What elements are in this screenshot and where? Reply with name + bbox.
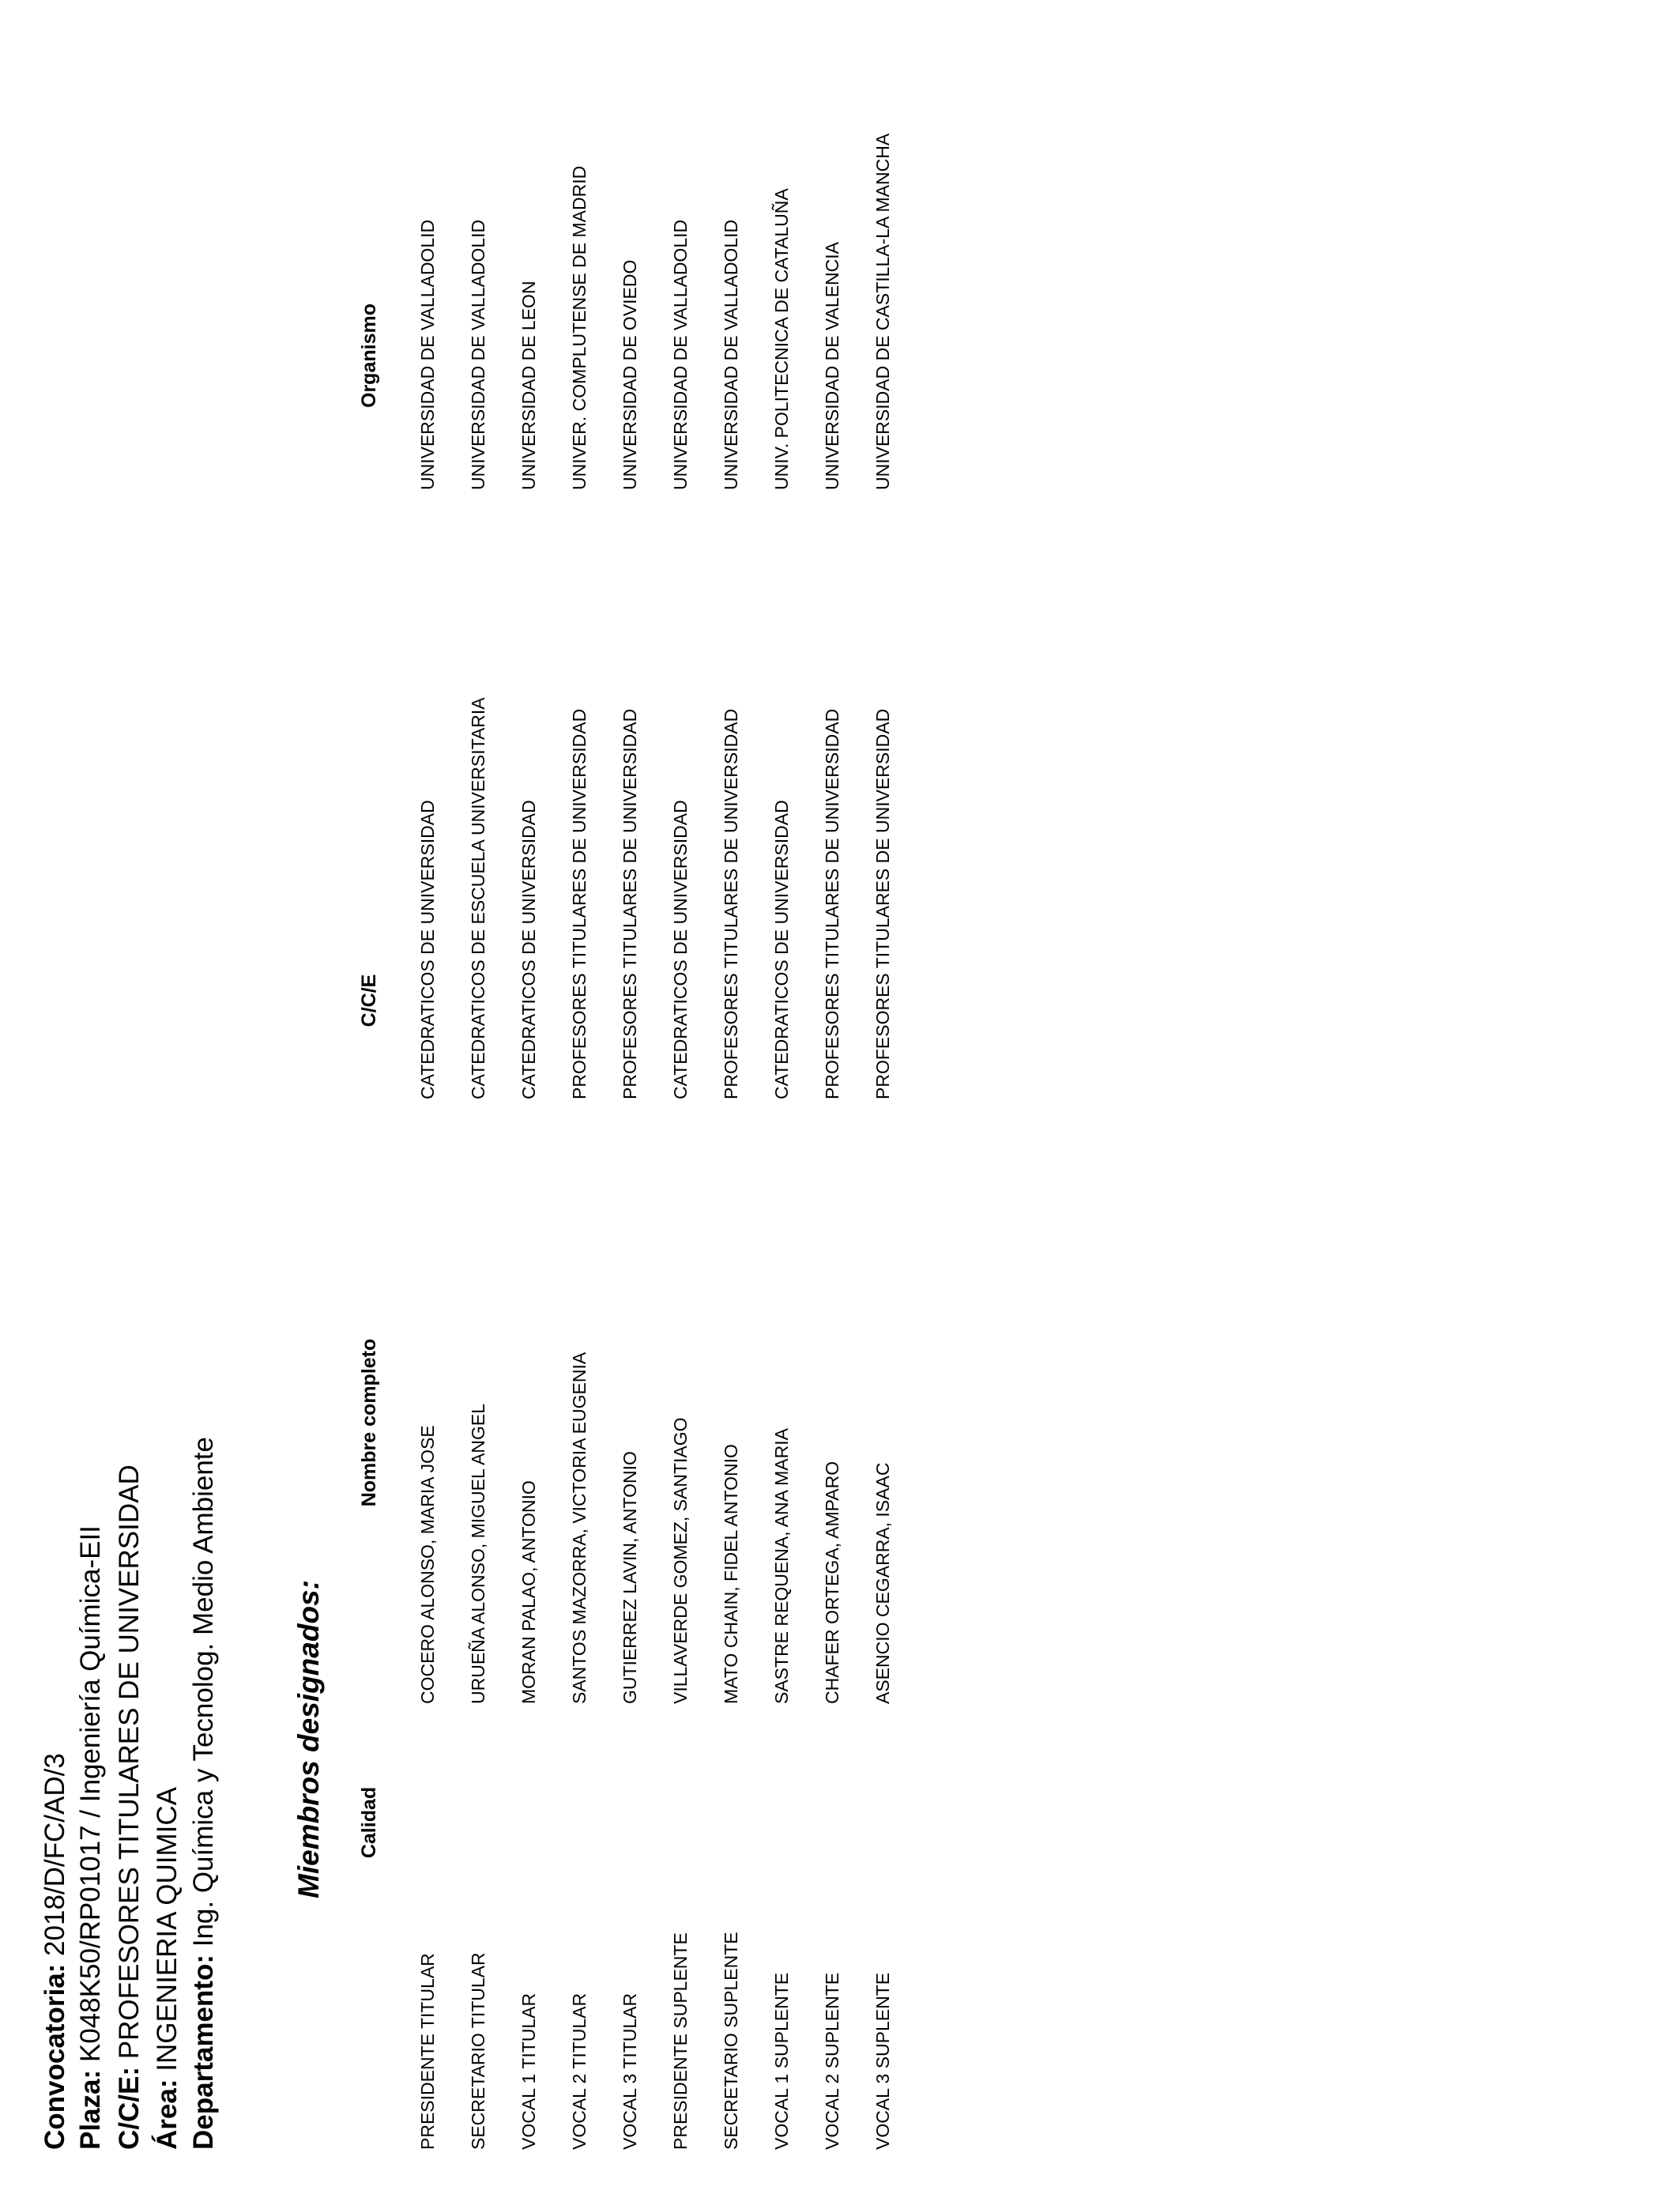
convocatoria-value: 2018/D/FC/AD/3 (40, 1753, 70, 1956)
cell-calidad: PRESIDENTE TITULAR (417, 1953, 438, 2150)
cell-nombre: SASTRE REQUENA, ANA MARIA (771, 1428, 792, 1704)
cell-cce: CATEDRATICOS DE UNIVERSIDAD (417, 800, 438, 1099)
cell-nombre: COCERO ALONSO, MARIA JOSE (417, 1425, 438, 1704)
cell-cce: PROFESORES TITULARES DE UNIVERSIDAD (822, 708, 842, 1099)
cell-calidad: SECRETARIO TITULAR (468, 1952, 488, 2150)
area-value: INGENIERIA QUIMICA (152, 1787, 183, 2071)
cell-organismo: UNIVERSIDAD DE VALLADOLID (721, 219, 741, 490)
cell-nombre: SANTOS MAZORRA, VICTORIA EUGENIA (569, 1351, 590, 1704)
cell-organismo: UNIVERSIDAD DE VALLADOLID (468, 219, 488, 490)
cell-calidad: VOCAL 3 SUPLENTE (872, 1972, 893, 2150)
cell-cce: PROFESORES TITULARES DE UNIVERSIDAD (872, 708, 893, 1099)
plaza-line (73, 1525, 108, 2150)
section-title: Miembros designados: (292, 1580, 325, 1898)
cell-nombre: ASENCIO CEGARRA, ISAAC (872, 1462, 893, 1704)
cell-organismo: UNIVER. COMPLUTENSE DE MADRID (569, 165, 590, 490)
cell-calidad: VOCAL 1 SUPLENTE (771, 1972, 792, 2150)
cell-nombre: URUEÑA ALONSO, MIGUEL ANGEL (468, 1403, 488, 1704)
area-label: Área: (152, 2079, 183, 2150)
cell-cce: PROFESORES TITULARES DE UNIVERSIDAD (620, 708, 640, 1099)
cell-cce: CATEDRATICOS DE UNIVERSIDAD (670, 800, 691, 1099)
column-header-calidad: Calidad (358, 1786, 380, 1859)
cell-organismo: UNIVERSIDAD DE LEON (518, 281, 539, 490)
cce-line (112, 1465, 147, 2150)
cell-cce: CATEDRATICOS DE ESCUELA UNIVERSITARIA (468, 697, 488, 1099)
column-header-nombre: Nombre completo (358, 1338, 380, 1507)
column-header-cce: C/C/E (358, 974, 380, 1027)
cell-cce: PROFESORES TITULARES DE UNIVERSIDAD (569, 708, 590, 1099)
cell-cce: CATEDRATICOS DE UNIVERSIDAD (771, 800, 792, 1099)
departamento-value: Ing. Química y Tecnolog. Medio Ambiente (188, 1437, 219, 1947)
cell-calidad: VOCAL 3 TITULAR (620, 1992, 640, 2150)
cell-organismo: UNIVERSIDAD DE VALENCIA (822, 242, 842, 490)
cell-cce: PROFESORES TITULARES DE UNIVERSIDAD (721, 708, 741, 1099)
cell-calidad: VOCAL 2 TITULAR (569, 1992, 590, 2150)
cell-organismo: UNIVERSIDAD DE OVIEDO (620, 259, 640, 490)
cce-label: C/C/E: (114, 2067, 145, 2150)
departamento-label: Departamento: (188, 1955, 219, 2150)
area-line (150, 1787, 185, 2150)
cell-nombre: GUTIERREZ LAVIN, ANTONIO (620, 1451, 640, 1704)
cell-calidad: VOCAL 2 SUPLENTE (822, 1972, 842, 2150)
cell-cce: CATEDRATICOS DE UNIVERSIDAD (518, 800, 539, 1099)
cell-calidad: PRESIDENTE SUPLENTE (670, 1932, 691, 2150)
cell-nombre: MORAN PALAO, ANTONIO (518, 1480, 539, 1704)
cell-nombre: CHAFER ORTEGA, AMPARO (822, 1461, 842, 1704)
cell-calidad: VOCAL 1 TITULAR (518, 1992, 539, 2150)
cell-organismo: UNIVERSIDAD DE CASTILLA-LA MANCHA (872, 133, 893, 490)
cell-organismo: UNIVERSIDAD DE VALLADOLID (417, 219, 438, 490)
convocatoria-line (38, 1753, 73, 2150)
cce-value: PROFESORES TITULARES DE UNIVERSIDAD (114, 1465, 145, 2060)
cell-nombre: VILLAVERDE GOMEZ, SANTIAGO (670, 1417, 691, 1704)
plaza-label: Plaza: (75, 2069, 106, 2150)
cell-organismo: UNIV. POLITECNICA DE CATALUÑA (771, 188, 792, 490)
plaza-value: K048K50/RP01017 / Ingeniería Química-EII (75, 1525, 106, 2063)
cell-organismo: UNIVERSIDAD DE VALLADOLID (670, 219, 691, 490)
cell-nombre: MATO CHAIN, FIDEL ANTONIO (721, 1444, 741, 1704)
convocatoria-label: Convocatoria: (40, 1963, 70, 2150)
departamento-line (186, 1437, 221, 2150)
column-header-organismo: Organismo (358, 303, 380, 408)
cell-calidad: SECRETARIO SUPLENTE (721, 1932, 741, 2150)
